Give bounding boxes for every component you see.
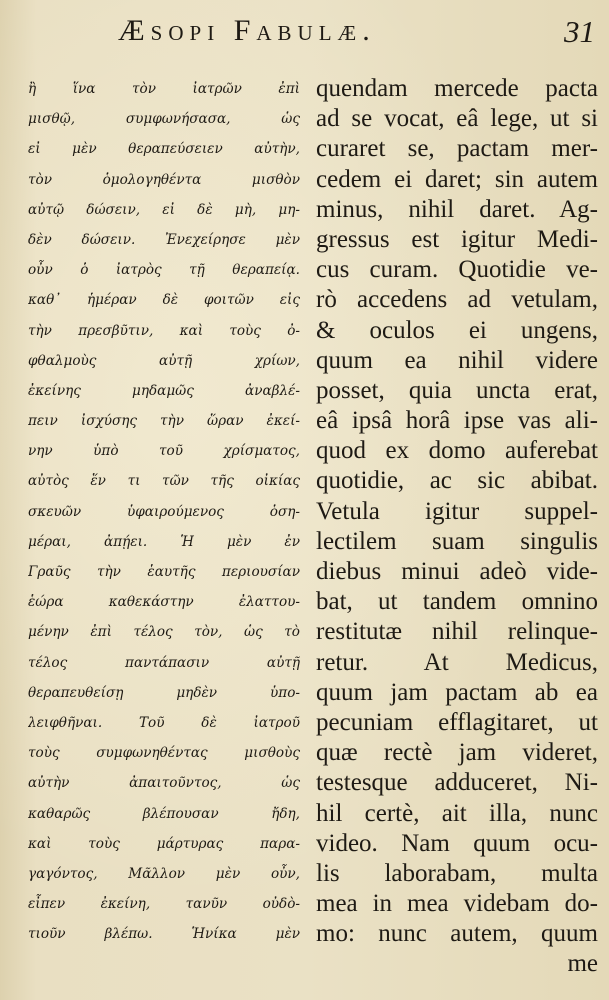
greek-line: μισθῷ, συμφωνήσασα, ὡς	[28, 111, 300, 128]
greek-line: ἑώρα καθεκάστην ἐλαττου-	[28, 594, 300, 611]
greek-line: δὲν δώσειν. Ἐνεχείρησε μὲν	[28, 231, 300, 248]
greek-line: τὴν πρεσβῦτιν, καὶ τοὺς ὀ-	[28, 322, 300, 339]
catchword: me	[567, 950, 598, 978]
greek-line: οὖν ὁ ἰατρὸς τῇ θεραπείᾳ.	[28, 262, 300, 279]
greek-line: ἢ ἵνα τὸν ἰατρῶν ἐπὶ	[28, 81, 300, 97]
latin-line: & oculos ei ungens,	[316, 316, 598, 344]
latin-line: quum jam pactam ab ea	[316, 678, 598, 706]
greek-line: καθ᾽ ἡμέραν δὲ φοιτῶν εἰς	[28, 292, 300, 309]
running-title: Æsopi Fabulæ.	[118, 14, 376, 47]
latin-line: retur. At Medicus,	[316, 648, 598, 676]
latin-line: posset, quia uncta erat,	[316, 376, 598, 404]
greek-line: μέραι, ἀπῄει. Ἡ μὲν ἐν	[28, 533, 300, 550]
latin-line: Vetula igitur suppel-	[316, 497, 598, 525]
greek-line: καθαρῶς βλέπουσαν ἤδη,	[28, 805, 300, 822]
greek-line: φθαλμοὺς αὐτῇ χρίων,	[28, 352, 300, 369]
latin-line: mea in mea videbam do-	[316, 890, 598, 918]
latin-line: hil certè, ait illa, nunc	[316, 799, 598, 827]
greek-line: τοὺς συμφωνηθέντας μισθοὺς	[28, 745, 300, 762]
latin-line: mo: nunc autem, quum	[316, 920, 598, 948]
latin-line: cedem ei daret; sin autem	[316, 165, 598, 193]
latin-line: quendam mercede pacta	[316, 75, 598, 102]
greek-line: μένην ἐπὶ τέλος τὸν, ὡς τὸ	[28, 624, 300, 641]
latin-line: quæ rectè jam videret,	[316, 739, 598, 767]
latin-line: gressus est igitur Medi-	[316, 225, 598, 253]
page-number: 31	[564, 14, 595, 49]
latin-line: diebus minui adeò vide-	[316, 558, 598, 585]
latin-line: restitutæ nihil relinque-	[316, 618, 598, 646]
latin-line: quotidie, ac sic abibat.	[316, 467, 598, 495]
greek-line: πειν ἰσχύσης τὴν ὥραν ἐκεί-	[28, 413, 300, 430]
latin-line: ad se vocat, eâ lege, ut si	[316, 105, 598, 133]
greek-line: αὐτὸς ἕν τι τῶν τῆς οἰκίας	[28, 473, 300, 490]
latin-line: minus, nihil daret. Ag-	[316, 195, 598, 223]
latin-line: bat, ut tandem omnino	[316, 588, 598, 616]
greek-line: γαγόντος, Μᾶλλον μὲν οὖν,	[28, 865, 300, 882]
latin-line: eâ ipsâ horâ ipse vas ali-	[316, 407, 598, 435]
greek-line: θεραπευθείσῃ μηδὲν ὑπο-	[28, 684, 300, 701]
greek-line: λειφθῆναι. Τοῦ δὲ ἰατροῦ	[28, 714, 300, 731]
greek-text-column	[28, 74, 300, 949]
latin-line: lectilem suam singulis	[316, 527, 598, 555]
greek-line: τὸν ὁμολογηθέντα μισθὸν	[28, 171, 300, 188]
latin-line: video. Nam quum ocu-	[316, 829, 598, 857]
greek-line: ἐκείνης μηδαμῶς ἀναβλέ-	[28, 382, 300, 399]
latin-line: lis laborabam, multa	[316, 859, 598, 887]
greek-line: τέλος παντάπασιν αὐτῇ	[28, 654, 300, 671]
greek-line: αὐτὴν ἀπαιτοῦντος, ὡς	[28, 775, 300, 792]
latin-text-column	[316, 74, 598, 980]
greek-line: τιοῦν βλέπω. Ἡνίκα μὲν	[28, 926, 300, 943]
greek-line: Γραῦς τὴν ἑαυτῆς περιουσίαν	[28, 564, 300, 580]
greek-line: καὶ τοὺς μάρτυρας παρα-	[28, 835, 300, 852]
greek-line: νην ὑπὸ τοῦ χρίσματος,	[28, 443, 300, 460]
greek-line: αὐτῷ δώσειν, εἰ δὲ μὴ, μη-	[28, 201, 300, 218]
latin-line: cus curam. Quotidie ve-	[316, 256, 598, 284]
greek-line: εἶπεν ἐκείνη, τανῦν οὐδὸ-	[28, 896, 300, 913]
latin-line: curaret se, pactam mer-	[316, 135, 598, 163]
greek-line: σκευῶν ὑφαιρούμενος ὁση-	[28, 503, 300, 520]
latin-line: quum ea nihil videre	[316, 346, 598, 374]
latin-line: quod ex domo auferebat	[316, 437, 598, 465]
latin-line: pecuniam efflagitaret, ut	[316, 708, 598, 736]
latin-line: testesque adduceret, Ni-	[316, 769, 598, 797]
latin-line: rò accedens ad vetulam,	[316, 286, 598, 314]
greek-line: εἰ μὲν θεραπεύσειεν αὐτὴν,	[28, 141, 300, 158]
